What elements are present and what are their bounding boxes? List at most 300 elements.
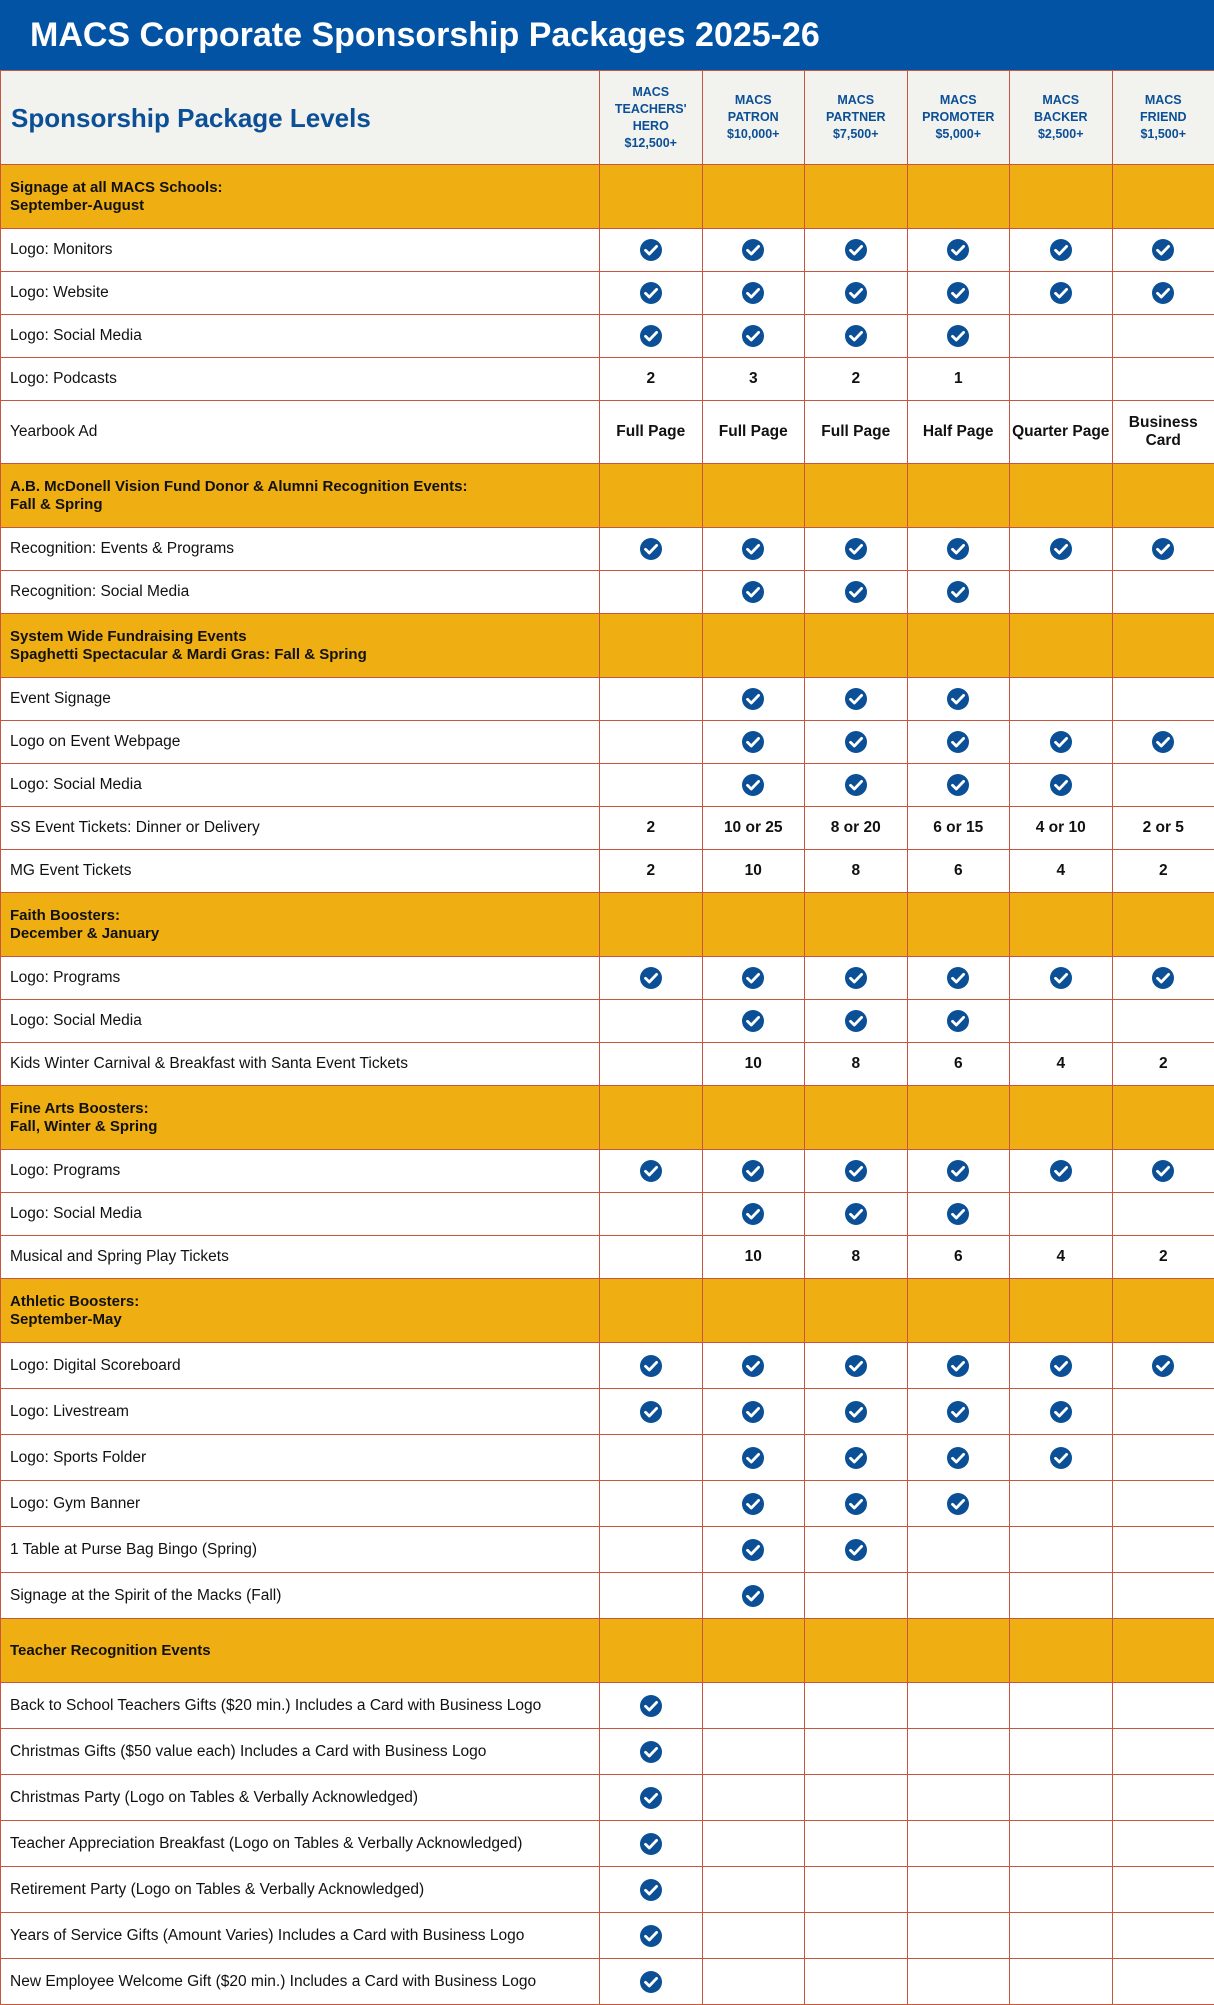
- empty-cell: [600, 1193, 703, 1236]
- benefit-check-cell: [702, 229, 805, 272]
- empty-cell: [1010, 571, 1113, 614]
- benefit-label: Years of Service Gifts (Amount Varies) Includes a Card with Business Logo: [1, 1913, 600, 1959]
- section-cell: [1112, 1619, 1214, 1683]
- empty-cell: [907, 1959, 1010, 2005]
- check-circle-icon: [946, 730, 970, 754]
- benefit-check-cell: [1010, 1389, 1113, 1435]
- section-cell: [1010, 1086, 1113, 1150]
- benefit-value: 2: [1112, 1043, 1214, 1086]
- section-cell: [907, 1279, 1010, 1343]
- check-circle-icon: [639, 324, 663, 348]
- section-cell: [907, 1619, 1010, 1683]
- check-circle-icon: [844, 687, 868, 711]
- check-circle-icon: [741, 1159, 765, 1183]
- check-circle-icon: [1151, 1159, 1175, 1183]
- benefit-check-cell: [600, 1683, 703, 1729]
- table-row: [1, 571, 1214, 614]
- empty-cell: [907, 1527, 1010, 1573]
- table-row: [1, 401, 1214, 464]
- tier-header-line: $5,000+: [908, 126, 1010, 143]
- table-row: [1, 1867, 1214, 1913]
- empty-cell: [1010, 1573, 1113, 1619]
- section-title-line: Athletic Boosters:: [10, 1293, 599, 1311]
- benefit-value: Full Page: [600, 401, 703, 464]
- tier-header-line: $7,500+: [805, 126, 907, 143]
- empty-cell: [1112, 678, 1214, 721]
- check-circle-icon: [639, 238, 663, 262]
- check-circle-icon: [946, 1159, 970, 1183]
- section-title-line: Teacher Recognition Events: [10, 1642, 599, 1660]
- empty-cell: [907, 1867, 1010, 1913]
- tier-header-line: MACS: [703, 92, 805, 109]
- section-cell: [702, 464, 805, 528]
- section-cell: [805, 1086, 908, 1150]
- benefit-value: Full Page: [805, 401, 908, 464]
- empty-cell: [907, 1913, 1010, 1959]
- tier-header: [600, 71, 703, 165]
- benefit-value: 2 or 5: [1112, 807, 1214, 850]
- benefit-label: Teacher Appreciation Breakfast (Logo on Tables & Verbally Acknowledged): [1, 1821, 600, 1867]
- benefit-value: 2: [805, 358, 908, 401]
- tier-header: [907, 71, 1010, 165]
- benefit-check-cell: [805, 229, 908, 272]
- empty-cell: [1112, 1481, 1214, 1527]
- section-cell: [1010, 165, 1113, 229]
- table-row: [1, 850, 1214, 893]
- table-row: [1, 1000, 1214, 1043]
- tier-header-line: TEACHERS': [600, 101, 702, 118]
- check-circle-icon: [1049, 281, 1073, 305]
- empty-cell: [805, 1775, 908, 1821]
- check-circle-icon: [1049, 1159, 1073, 1183]
- check-circle-icon: [741, 1354, 765, 1378]
- benefit-check-cell: [1112, 528, 1214, 571]
- empty-cell: [1112, 1573, 1214, 1619]
- benefit-value: 10: [702, 1043, 805, 1086]
- section-row: [1, 893, 1214, 957]
- check-circle-icon: [639, 1740, 663, 1764]
- empty-cell: [907, 1821, 1010, 1867]
- empty-cell: [1010, 678, 1113, 721]
- benefit-check-cell: [1010, 1150, 1113, 1193]
- benefit-check-cell: [805, 721, 908, 764]
- section-cell: [702, 1279, 805, 1343]
- tier-header-line: FRIEND: [1113, 109, 1214, 126]
- benefit-check-cell: [1010, 528, 1113, 571]
- table-row: [1, 957, 1214, 1000]
- benefit-check-cell: [600, 1913, 703, 1959]
- benefit-value: 8 or 20: [805, 807, 908, 850]
- benefit-label: Logo: Digital Scoreboard: [1, 1343, 600, 1389]
- empty-cell: [702, 1959, 805, 2005]
- benefit-check-cell: [702, 1573, 805, 1619]
- table-row: [1, 1043, 1214, 1086]
- section-title-line: December & January: [10, 925, 599, 943]
- benefit-value: 6: [907, 1043, 1010, 1086]
- benefit-check-cell: [907, 764, 1010, 807]
- table-row: [1, 1389, 1214, 1435]
- check-circle-icon: [844, 966, 868, 990]
- tier-header: [1112, 71, 1214, 165]
- check-circle-icon: [1049, 773, 1073, 797]
- benefit-check-cell: [1010, 957, 1113, 1000]
- section-cell: [600, 1619, 703, 1683]
- benefit-label: MG Event Tickets: [1, 850, 600, 893]
- check-circle-icon: [639, 1354, 663, 1378]
- section-cell: [702, 893, 805, 957]
- benefit-check-cell: [600, 315, 703, 358]
- benefit-check-cell: [600, 1729, 703, 1775]
- section-cell: [805, 893, 908, 957]
- benefit-label: Logo: Programs: [1, 957, 600, 1000]
- table-row: [1, 678, 1214, 721]
- check-circle-icon: [946, 773, 970, 797]
- empty-cell: [600, 1435, 703, 1481]
- empty-cell: [1112, 1000, 1214, 1043]
- benefit-value: 6: [907, 1236, 1010, 1279]
- table-row: [1, 1821, 1214, 1867]
- benefit-check-cell: [805, 957, 908, 1000]
- check-circle-icon: [639, 537, 663, 561]
- benefit-check-cell: [805, 1343, 908, 1389]
- benefit-check-cell: [702, 1389, 805, 1435]
- benefit-check-cell: [600, 1959, 703, 2005]
- section-row: [1, 1279, 1214, 1343]
- section-title: [1, 1086, 600, 1150]
- benefit-label: Logo: Livestream: [1, 1389, 600, 1435]
- tier-header-line: PATRON: [703, 109, 805, 126]
- section-cell: [1112, 893, 1214, 957]
- empty-cell: [600, 678, 703, 721]
- benefit-check-cell: [907, 1193, 1010, 1236]
- empty-cell: [805, 1729, 908, 1775]
- empty-cell: [1112, 1821, 1214, 1867]
- benefit-check-cell: [907, 721, 1010, 764]
- check-circle-icon: [639, 1694, 663, 1718]
- empty-cell: [1010, 1481, 1113, 1527]
- table-row: [1, 528, 1214, 571]
- benefit-check-cell: [1010, 764, 1113, 807]
- benefit-value: Quarter Page: [1010, 401, 1113, 464]
- section-cell: [600, 1279, 703, 1343]
- empty-cell: [600, 721, 703, 764]
- empty-cell: [600, 764, 703, 807]
- benefit-check-cell: [1010, 272, 1113, 315]
- section-row: [1, 165, 1214, 229]
- benefit-check-cell: [805, 1527, 908, 1573]
- check-circle-icon: [741, 1492, 765, 1516]
- benefit-label: Logo: Social Media: [1, 764, 600, 807]
- benefit-check-cell: [702, 315, 805, 358]
- empty-cell: [1010, 1000, 1113, 1043]
- benefit-check-cell: [907, 1000, 1010, 1043]
- tier-header-line: MACS: [1010, 92, 1112, 109]
- empty-cell: [1112, 1435, 1214, 1481]
- check-circle-icon: [741, 1202, 765, 1226]
- table-row: [1, 1573, 1214, 1619]
- tier-header: [1010, 71, 1113, 165]
- benefit-label: New Employee Welcome Gift ($20 min.) Includes a Card with Business Logo: [1, 1959, 600, 2005]
- section-cell: [805, 165, 908, 229]
- empty-cell: [1112, 764, 1214, 807]
- empty-cell: [1010, 1821, 1113, 1867]
- benefit-check-cell: [702, 957, 805, 1000]
- check-circle-icon: [844, 537, 868, 561]
- check-circle-icon: [741, 966, 765, 990]
- benefit-check-cell: [907, 528, 1010, 571]
- benefit-value: 4: [1010, 1043, 1113, 1086]
- check-circle-icon: [946, 238, 970, 262]
- empty-cell: [1010, 315, 1113, 358]
- tier-header-line: $1,500+: [1113, 126, 1214, 143]
- empty-cell: [600, 1043, 703, 1086]
- empty-cell: [600, 1236, 703, 1279]
- table-row: [1, 1236, 1214, 1279]
- empty-cell: [1010, 358, 1113, 401]
- check-circle-icon: [1049, 1446, 1073, 1470]
- benefit-label: Logo: Monitors: [1, 229, 600, 272]
- benefit-label: SS Event Tickets: Dinner or Delivery: [1, 807, 600, 850]
- benefit-check-cell: [600, 528, 703, 571]
- empty-cell: [600, 1000, 703, 1043]
- benefit-value: 4: [1010, 1236, 1113, 1279]
- benefit-check-cell: [1010, 1435, 1113, 1481]
- benefit-check-cell: [907, 1481, 1010, 1527]
- section-title: [1, 464, 600, 528]
- empty-cell: [702, 1729, 805, 1775]
- section-title-line: A.B. McDonell Vision Fund Donor & Alumni Recognition Events:: [10, 478, 599, 496]
- benefit-value: Full Page: [702, 401, 805, 464]
- empty-cell: [907, 1683, 1010, 1729]
- check-circle-icon: [741, 1009, 765, 1033]
- table-body: [1, 165, 1214, 2005]
- section-cell: [907, 614, 1010, 678]
- benefit-check-cell: [805, 571, 908, 614]
- tier-header-line: MACS: [908, 92, 1010, 109]
- benefit-value: 1: [907, 358, 1010, 401]
- section-cell: [1112, 165, 1214, 229]
- benefit-check-cell: [600, 1867, 703, 1913]
- benefit-check-cell: [702, 1481, 805, 1527]
- section-cell: [1010, 614, 1113, 678]
- benefit-check-cell: [600, 1389, 703, 1435]
- benefit-check-cell: [702, 571, 805, 614]
- tier-header-line: PARTNER: [805, 109, 907, 126]
- section-cell: [600, 1086, 703, 1150]
- benefit-check-cell: [702, 272, 805, 315]
- benefit-check-cell: [702, 1435, 805, 1481]
- section-cell: [1010, 893, 1113, 957]
- benefit-check-cell: [907, 678, 1010, 721]
- header-row: [1, 71, 1214, 165]
- check-circle-icon: [946, 1400, 970, 1424]
- benefit-check-cell: [907, 272, 1010, 315]
- check-circle-icon: [844, 281, 868, 305]
- table-row: [1, 315, 1214, 358]
- table-row: [1, 272, 1214, 315]
- check-circle-icon: [844, 1538, 868, 1562]
- table-row: [1, 1775, 1214, 1821]
- benefit-check-cell: [600, 1775, 703, 1821]
- check-circle-icon: [946, 537, 970, 561]
- check-circle-icon: [639, 1970, 663, 1994]
- check-circle-icon: [844, 773, 868, 797]
- empty-cell: [907, 1573, 1010, 1619]
- table-row: [1, 358, 1214, 401]
- section-title: [1, 1279, 600, 1343]
- benefit-check-cell: [907, 1150, 1010, 1193]
- empty-cell: [1010, 1729, 1113, 1775]
- benefit-check-cell: [702, 1193, 805, 1236]
- section-title: [1, 1619, 600, 1683]
- section-cell: [805, 464, 908, 528]
- section-title-line: Faith Boosters:: [10, 907, 599, 925]
- check-circle-icon: [639, 1400, 663, 1424]
- empty-cell: [805, 1959, 908, 2005]
- benefit-value: 4: [1010, 850, 1113, 893]
- section-title-line: Fall & Spring: [10, 496, 599, 514]
- table-row: [1, 1193, 1214, 1236]
- benefit-value: 10: [702, 850, 805, 893]
- empty-cell: [1112, 571, 1214, 614]
- sponsorship-table: [0, 70, 1214, 2005]
- benefit-check-cell: [1112, 957, 1214, 1000]
- check-circle-icon: [639, 1878, 663, 1902]
- page-title: MACS Corporate Sponsorship Packages 2025-26: [30, 16, 820, 55]
- check-circle-icon: [946, 687, 970, 711]
- benefit-check-cell: [805, 764, 908, 807]
- section-cell: [1010, 1279, 1113, 1343]
- check-circle-icon: [639, 1832, 663, 1856]
- table-row: [1, 1435, 1214, 1481]
- empty-cell: [702, 1683, 805, 1729]
- benefit-check-cell: [1010, 1343, 1113, 1389]
- title-banner: [0, 0, 1214, 70]
- benefit-value: 2: [600, 850, 703, 893]
- benefit-value: 2: [1112, 1236, 1214, 1279]
- empty-cell: [1010, 1527, 1113, 1573]
- empty-cell: [1112, 1389, 1214, 1435]
- section-title-line: Fall, Winter & Spring: [10, 1118, 599, 1136]
- empty-cell: [907, 1729, 1010, 1775]
- benefit-label: Logo: Programs: [1, 1150, 600, 1193]
- benefit-check-cell: [805, 1000, 908, 1043]
- empty-cell: [805, 1683, 908, 1729]
- section-cell: [907, 165, 1010, 229]
- benefit-check-cell: [702, 1343, 805, 1389]
- empty-cell: [805, 1821, 908, 1867]
- benefit-value: 10: [702, 1236, 805, 1279]
- empty-cell: [907, 1775, 1010, 1821]
- empty-cell: [1112, 1193, 1214, 1236]
- section-cell: [1112, 614, 1214, 678]
- benefit-value: 4 or 10: [1010, 807, 1113, 850]
- benefit-check-cell: [805, 678, 908, 721]
- tier-header-line: BACKER: [1010, 109, 1112, 126]
- benefit-value: 2: [1112, 850, 1214, 893]
- benefit-label: Logo: Gym Banner: [1, 1481, 600, 1527]
- benefit-label: Logo: Podcasts: [1, 358, 600, 401]
- section-cell: [600, 614, 703, 678]
- empty-cell: [1112, 1913, 1214, 1959]
- benefit-check-cell: [702, 1527, 805, 1573]
- section-title-line: System Wide Fundraising Events: [10, 628, 599, 646]
- benefit-value: Half Page: [907, 401, 1010, 464]
- benefit-value: 3: [702, 358, 805, 401]
- check-circle-icon: [741, 730, 765, 754]
- empty-cell: [805, 1573, 908, 1619]
- check-circle-icon: [946, 1492, 970, 1516]
- benefit-value: 8: [805, 1043, 908, 1086]
- benefit-label: Yearbook Ad: [1, 401, 600, 464]
- table-row: [1, 764, 1214, 807]
- check-circle-icon: [1151, 238, 1175, 262]
- section-row: [1, 1619, 1214, 1683]
- section-cell: [702, 1086, 805, 1150]
- section-title-line: September-August: [10, 197, 599, 215]
- benefit-check-cell: [1010, 721, 1113, 764]
- check-circle-icon: [639, 1159, 663, 1183]
- section-title: [1, 165, 600, 229]
- benefit-check-cell: [702, 764, 805, 807]
- benefit-check-cell: [805, 528, 908, 571]
- benefit-label: Event Signage: [1, 678, 600, 721]
- section-cell: [805, 1619, 908, 1683]
- section-row: [1, 1086, 1214, 1150]
- benefit-value: 8: [805, 850, 908, 893]
- section-title: [1, 893, 600, 957]
- empty-cell: [702, 1913, 805, 1959]
- benefit-check-cell: [702, 1000, 805, 1043]
- check-circle-icon: [1049, 1354, 1073, 1378]
- benefit-label: Back to School Teachers Gifts ($20 min.) Includes a Card with Business Logo: [1, 1683, 600, 1729]
- check-circle-icon: [741, 324, 765, 348]
- table-row: [1, 1343, 1214, 1389]
- benefit-value: 2: [600, 807, 703, 850]
- check-circle-icon: [946, 281, 970, 305]
- table-row: [1, 229, 1214, 272]
- benefit-label: Christmas Party (Logo on Tables & Verbally Acknowledged): [1, 1775, 600, 1821]
- benefit-check-cell: [805, 315, 908, 358]
- check-circle-icon: [844, 238, 868, 262]
- check-circle-icon: [741, 238, 765, 262]
- check-circle-icon: [741, 1538, 765, 1562]
- benefit-check-cell: [1010, 229, 1113, 272]
- check-circle-icon: [1049, 537, 1073, 561]
- check-circle-icon: [946, 966, 970, 990]
- benefit-check-cell: [907, 229, 1010, 272]
- check-circle-icon: [1151, 537, 1175, 561]
- empty-cell: [1010, 1775, 1113, 1821]
- empty-cell: [600, 1573, 703, 1619]
- check-circle-icon: [844, 1159, 868, 1183]
- empty-cell: [1112, 315, 1214, 358]
- section-cell: [600, 464, 703, 528]
- section-cell: [702, 1619, 805, 1683]
- empty-cell: [1010, 1193, 1113, 1236]
- check-circle-icon: [741, 281, 765, 305]
- benefit-check-cell: [600, 272, 703, 315]
- benefit-label: Logo: Social Media: [1, 1000, 600, 1043]
- benefit-check-cell: [702, 721, 805, 764]
- section-cell: [907, 1086, 1010, 1150]
- tier-header: [702, 71, 805, 165]
- empty-cell: [1010, 1959, 1113, 2005]
- section-cell: [702, 614, 805, 678]
- section-cell: [1112, 1279, 1214, 1343]
- section-cell: [1112, 464, 1214, 528]
- section-cell: [907, 464, 1010, 528]
